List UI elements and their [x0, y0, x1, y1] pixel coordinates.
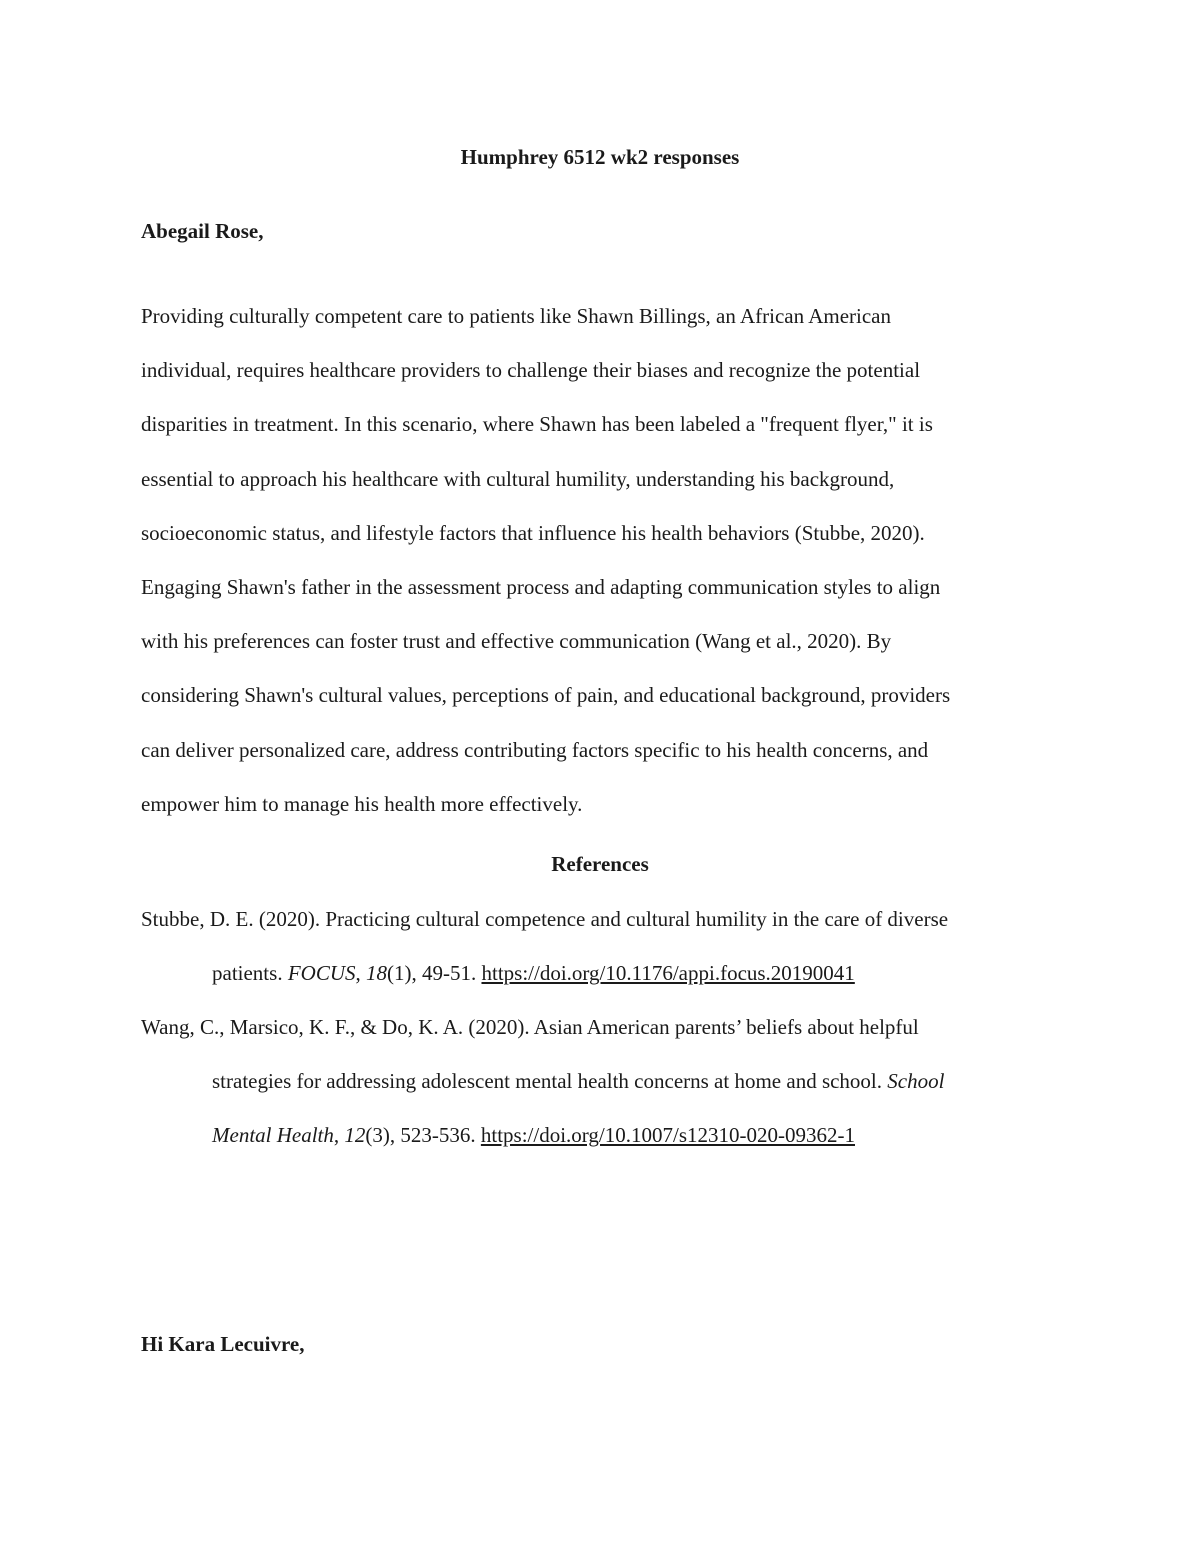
doi-link-wang[interactable]: https://doi.org/10.1007/s12310-020-09362-1: [480, 1123, 855, 1148]
response-1-body: [141, 289, 1061, 831]
reference-text: (3), 523-536.: [365, 1123, 481, 1148]
document-title: Humphrey 6512 wk2 responses: [460, 145, 740, 169]
references-heading: References: [551, 852, 649, 876]
body-line: considering Shawn's cultural values, perceptions of pain, and educational background, providers: [141, 683, 951, 708]
journal-title: FOCUS: [287, 961, 356, 986]
reference-line: [141, 946, 948, 1000]
reference-line: Stubbe, D. E. (2020). Practicing cultural competence and cultural humility in the care of diverse: [141, 907, 949, 931]
journal-title: School: [887, 1069, 945, 1094]
reference-line: Wang, C., Marsico, K. F., & Do, K. A. (2020). Asian American parents’ beliefs about helpful: [141, 1015, 919, 1039]
reference-stubbe: [141, 892, 948, 1000]
reference-text: strategies for addressing adolescent mental health concerns at home and school.: [212, 1069, 888, 1094]
body-line: Engaging Shawn's father in the assessment process and adapting communication styles to align: [141, 575, 941, 600]
reference-line: [141, 1108, 944, 1162]
reference-text: (1), 49-51.: [387, 961, 482, 986]
reference-wang: [141, 1000, 944, 1163]
reference-text: patients.: [212, 961, 288, 986]
body-line: individual, requires healthcare providers to challenge their biases and recognize the potential: [141, 358, 921, 383]
reference-text: ,: [355, 961, 366, 986]
body-line: empower him to manage his health more effectively.: [141, 791, 583, 816]
reference-text: ,: [333, 1123, 345, 1148]
reference-line: [141, 1054, 944, 1108]
body-line: essential to approach his healthcare with cultural humility, understanding his background,: [141, 466, 895, 491]
response-1-salutation: Abegail Rose,: [141, 219, 264, 243]
body-line: with his preferences can foster trust and effective communication (Wang et al., 2020). By: [141, 629, 892, 654]
body-line: can deliver personalized care, address contributing factors specific to his health concerns, and: [141, 737, 929, 762]
body-line: Providing culturally competent care to patients like Shawn Billings, an African American: [141, 304, 891, 328]
journal-volume: 18: [366, 961, 387, 986]
body-line: socioeconomic status, and lifestyle factors that influence his health behaviors (Stubbe, 2020).: [141, 520, 925, 545]
body-line: disparities in treatment. In this scenario, where Shawn has been labeled a "frequent flyer," it is: [141, 412, 933, 437]
response-2-salutation: Hi Kara Lecuivre,: [141, 1332, 305, 1356]
journal-volume: 12: [344, 1123, 366, 1148]
journal-title: Mental Health: [212, 1123, 334, 1148]
doi-link-stubbe[interactable]: https://doi.org/10.1176/appi.focus.20190041: [481, 961, 855, 986]
